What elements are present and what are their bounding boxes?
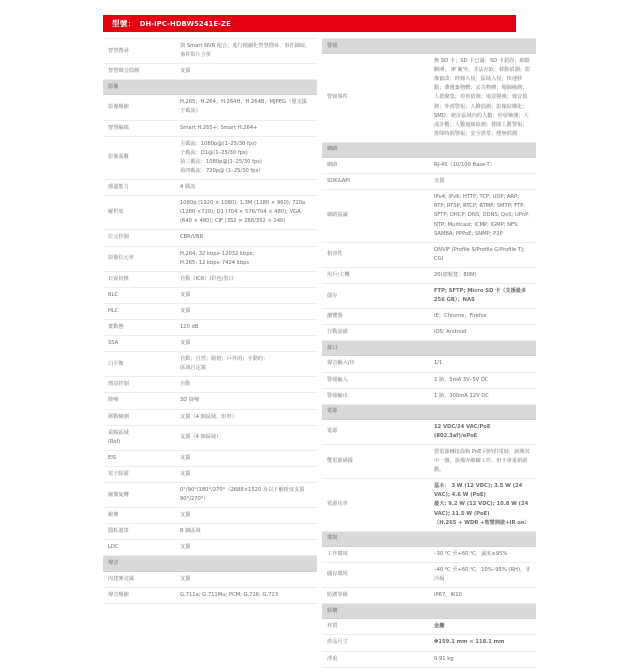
spec-value: iOS; Android xyxy=(429,325,536,341)
section-title: 網路 xyxy=(322,142,536,157)
spec-key: 雙電源備援 xyxy=(322,445,429,479)
spec-key: 電源功率 xyxy=(322,479,429,531)
spec-row xyxy=(322,356,536,372)
spec-value: 支援 xyxy=(175,571,317,587)
spec-row xyxy=(322,242,536,267)
spec-value: 金屬 xyxy=(429,619,536,635)
spec-row xyxy=(103,120,317,136)
section-header-row xyxy=(103,80,317,95)
spec-value: 3D 降噪 xyxy=(175,393,317,409)
spec-value: G.711a; G.711Mu; PCM; G.726; G.723 xyxy=(175,587,317,603)
spec-key: 智慧搜尋 xyxy=(103,39,175,64)
spec-key: 儲存環境 xyxy=(322,562,429,587)
spec-key: 網路協議 xyxy=(322,190,429,242)
spec-row xyxy=(103,39,317,64)
spec-key: 防護等級 xyxy=(322,588,429,604)
spec-key: 智慧編碼 xyxy=(103,120,175,136)
spec-key: 智慧聲音偵測 xyxy=(103,64,175,80)
left-spec-column xyxy=(103,38,317,604)
spec-row xyxy=(322,267,536,283)
spec-value: 0°/90°/180°/270°（2688×1520 及以下解析度支援 90°/270°） xyxy=(175,483,317,508)
right-spec-table xyxy=(322,38,536,668)
spec-key: EIS xyxy=(103,450,175,466)
spec-key: 瀏覽器 xyxy=(322,309,429,325)
spec-key: 寬動態 xyxy=(103,319,175,335)
spec-value: ONVIF (Profile S/Profile G/Profile T); CGI xyxy=(429,242,536,267)
left-spec-table xyxy=(103,38,317,604)
spec-key: 位元控制 xyxy=(103,230,175,246)
spec-key: LDC xyxy=(103,540,175,556)
spec-row xyxy=(322,158,536,174)
spec-key: 增益控制 xyxy=(103,377,175,393)
spec-row xyxy=(103,409,317,425)
spec-value: 支援 xyxy=(175,303,317,319)
spec-row xyxy=(103,377,317,393)
spec-key: 感溫能力 xyxy=(103,180,175,196)
spec-row xyxy=(322,190,536,242)
right-spec-column xyxy=(322,38,536,668)
spec-key: 儲存 xyxy=(322,283,429,308)
spec-value: –40 ℃ 至+60 ℃，10%–95% (RH)，非冷凝 xyxy=(429,562,536,587)
spec-value: 支援（4 個區域，矩形） xyxy=(175,409,317,425)
spec-row xyxy=(322,325,536,341)
spec-value: 支援 xyxy=(175,466,317,482)
spec-row xyxy=(103,287,317,303)
spec-key: 影像張數 xyxy=(103,136,175,179)
spec-row xyxy=(322,479,536,531)
section-title: 電源 xyxy=(322,404,536,419)
spec-key: 警報輸入 xyxy=(322,372,429,388)
spec-row xyxy=(322,54,536,143)
spec-key: 網路 xyxy=(322,158,429,174)
spec-row xyxy=(103,450,317,466)
spec-key: 工作環境 xyxy=(322,546,429,562)
spec-key: 材質 xyxy=(322,619,429,635)
section-title: 聲音 xyxy=(103,556,317,571)
spec-row xyxy=(103,587,317,603)
spec-row xyxy=(103,524,317,540)
spec-row xyxy=(103,336,317,352)
spec-key: 淨重 xyxy=(322,651,429,667)
spec-key: 電子除霧 xyxy=(103,466,175,482)
spec-row xyxy=(103,483,317,508)
spec-row xyxy=(103,196,317,230)
section-header-row xyxy=(322,404,536,419)
spec-key: 移動檢測 xyxy=(103,409,175,425)
spec-row xyxy=(103,508,317,524)
spec-key: 影像壓縮 xyxy=(103,95,175,120)
spec-value: 自動 xyxy=(175,377,317,393)
spec-row xyxy=(322,635,536,651)
spec-row xyxy=(103,571,317,587)
spec-value: 0.91 kg xyxy=(429,651,536,667)
spec-key: HLC xyxy=(103,303,175,319)
spec-row xyxy=(103,393,317,409)
spec-value: 支援 xyxy=(175,508,317,524)
spec-value: 自動（ICR）/彩色/黑白 xyxy=(175,271,317,287)
spec-value: 支援 xyxy=(175,450,317,466)
spec-value: 120 dB xyxy=(175,319,317,335)
section-title: 環境 xyxy=(322,531,536,546)
spec-row xyxy=(322,588,536,604)
spec-key: 影像位元率 xyxy=(103,246,175,271)
spec-row xyxy=(103,466,317,482)
spec-value: Smart H.265+; Smart H.264+ xyxy=(175,120,317,136)
spec-key: 內建麥克風 xyxy=(103,571,175,587)
spec-value: IPv4; IPv6; HTTP; TCP; UDP; ARP; RTP; RTSP; RTCP; RTMP; SMTP; FTP; SFTP; DHCP; DNS; DDNS; QoS; UPnP; NTP; Multicast; ICMP; IGMP; NFS; SAMBA; PPPoE; SNMP; P2P xyxy=(429,190,536,242)
spec-value: –30 ℃ 至+60 ℃，濕度≤95% xyxy=(429,546,536,562)
spec-key: 警報輸出 xyxy=(322,388,429,404)
spec-value: 基本： 3 W (12 VDC); 3.5 W (24 VAC); 4.6 W (PoE) 最大: 9.2 W (12 VDC); 10.8 W (24 VAC); 11.5 W (PoE) （H.265 + WDR +智慧開啟+IR on） xyxy=(429,479,536,531)
spec-value: RJ-45（10/100 Base-T） xyxy=(429,158,536,174)
spec-row xyxy=(322,309,536,325)
section-header-row xyxy=(322,604,536,619)
spec-key: 日夜切換 xyxy=(103,271,175,287)
spec-value: 主碼流：1080p@(1–25/30 fps) 子碼流：D1@(1–25/30 fps) 第三碼流：1080p@(1–25/30 fps) 第四碼流：720p@ (1–25/30 fps） xyxy=(175,136,317,179)
spec-value: 無 SD 卡；SD 卡已滿；SD 卡錯誤；網路斷開； IP 衝突；非法存取；移動偵測；影像竄改；絆線入侵；區域入侵；快速移動；滯遺棄物體；丟失物體；場個檢測；人群聚集；停車偵測；場景變換；聲音偵測；外部警報；人臉偵測；影像結構化；SMD；統計區域內的人數；停留檢測；人流計數；人數過線偵測；排隊人數警報；排隊時間警報；安全異常；煙無偵測 xyxy=(429,54,536,143)
spec-key: 白平衡 xyxy=(103,352,175,377)
spec-row xyxy=(322,562,536,587)
spec-key: 警報事件 xyxy=(322,54,429,143)
spec-value: 支援（4 個區域） xyxy=(175,425,317,450)
spec-row xyxy=(322,388,536,404)
section-header-row xyxy=(322,39,536,54)
model-title-bar xyxy=(103,15,516,32)
spec-value: 20(總頻寬：80M) xyxy=(429,267,536,283)
spec-value: Φ159.1 mm × 118.1 mm xyxy=(429,635,536,651)
spec-value: 4 碼流 xyxy=(175,180,317,196)
spec-value: H.265；H.264；H.264H；H.264B；MJPEG（僅支援子碼流） xyxy=(175,95,317,120)
spec-key: 產品尺寸 xyxy=(322,635,429,651)
spec-key: 行動設備 xyxy=(322,325,429,341)
spec-key: 隱私遮罩 xyxy=(103,524,175,540)
spec-value: 支援 xyxy=(175,336,317,352)
spec-value: 8 個區域 xyxy=(175,524,317,540)
spec-value: 1 路，300mA 12V DC xyxy=(429,388,536,404)
spec-row xyxy=(103,271,317,287)
spec-value: 支援 xyxy=(175,287,317,303)
spec-row xyxy=(322,419,536,444)
spec-key: SSA xyxy=(103,336,175,352)
spec-value: 12 VDC/24 VAC/PoE (802.3af)/ePoE xyxy=(429,419,536,444)
spec-value: 1080p (1920 × 1080); 1.3M (1280 × 960); 720p (1280 ×720); D1 (704 × 576/704 × 480); VGA (640 × 480); CIF (352 × 288/352 × 240) xyxy=(175,196,317,230)
spec-value: IP67，IK10 xyxy=(429,588,536,604)
section-title: 接口 xyxy=(322,341,536,356)
section-header-row xyxy=(103,556,317,571)
spec-row xyxy=(103,180,317,196)
spec-value: 與 Smart NVR 配合，進行精細化智慧搜尋、事件擷取、事件影片合併 xyxy=(175,39,317,64)
spec-value: H.264: 32 kbps–12032 kbps; H.265: 12 kbps–7424 kbps xyxy=(175,246,317,271)
spec-value: 支援 xyxy=(429,174,536,190)
spec-row xyxy=(322,174,536,190)
spec-row xyxy=(103,319,317,335)
spec-key: 聲音輸入/出 xyxy=(322,356,429,372)
spec-value: 支援 xyxy=(175,540,317,556)
spec-key: BLC xyxy=(103,287,175,303)
spec-value: 自動；自然；路燈；戶外的；手動的； 區域自定義 xyxy=(175,352,317,377)
spec-row xyxy=(322,372,536,388)
spec-key: SDK&API xyxy=(322,174,429,190)
spec-row xyxy=(322,619,536,635)
section-header-row xyxy=(322,341,536,356)
spec-value: 支援 xyxy=(175,64,317,80)
spec-row xyxy=(322,445,536,479)
spec-key: 聲音壓縮 xyxy=(103,587,175,603)
spec-key: 相容性 xyxy=(322,242,429,267)
section-header-row xyxy=(322,142,536,157)
spec-row xyxy=(103,352,317,377)
spec-row xyxy=(103,230,317,246)
spec-value: 1/1 xyxy=(429,356,536,372)
section-title: 結構 xyxy=(322,604,536,619)
spec-row xyxy=(103,136,317,179)
spec-row xyxy=(322,283,536,308)
spec-value: CBR/VBR xyxy=(175,230,317,246)
spec-value: FTP; SFTP; Micro SD 卡（支援最多 256 GB）；NAS xyxy=(429,283,536,308)
section-header-row xyxy=(322,531,536,546)
spec-row xyxy=(103,64,317,80)
spec-value: 2 路，5mA 3V–5V DC xyxy=(429,372,536,388)
model-number: DH-IPC-HDBW5241E-ZE xyxy=(139,19,231,28)
model-label: 型號： xyxy=(112,19,136,28)
spec-row xyxy=(103,540,317,556)
spec-value: IE；Chrome；Firefox xyxy=(429,309,536,325)
spec-row xyxy=(322,546,536,562)
spec-key: 降噪 xyxy=(103,393,175,409)
spec-row xyxy=(103,246,317,271)
section-title: 影像 xyxy=(103,80,317,95)
spec-row xyxy=(103,425,317,450)
spec-key: 重點區域 (RoI) xyxy=(103,425,175,450)
spec-key: 鏡像 xyxy=(103,508,175,524)
spec-key: 電源 xyxy=(322,419,429,444)
section-title: 警報 xyxy=(322,39,536,54)
spec-key: 解析度 xyxy=(103,196,175,230)
spec-value: 當電源轉接設和 PoE 同時供電時，新開其中一個，設備亦維續工作，但不會重新啟動。 xyxy=(429,445,536,479)
spec-key: 用戶/主機 xyxy=(322,267,429,283)
spec-row xyxy=(103,95,317,120)
spec-row xyxy=(103,303,317,319)
spec-key: 圖像旋轉 xyxy=(103,483,175,508)
spec-row xyxy=(322,651,536,667)
